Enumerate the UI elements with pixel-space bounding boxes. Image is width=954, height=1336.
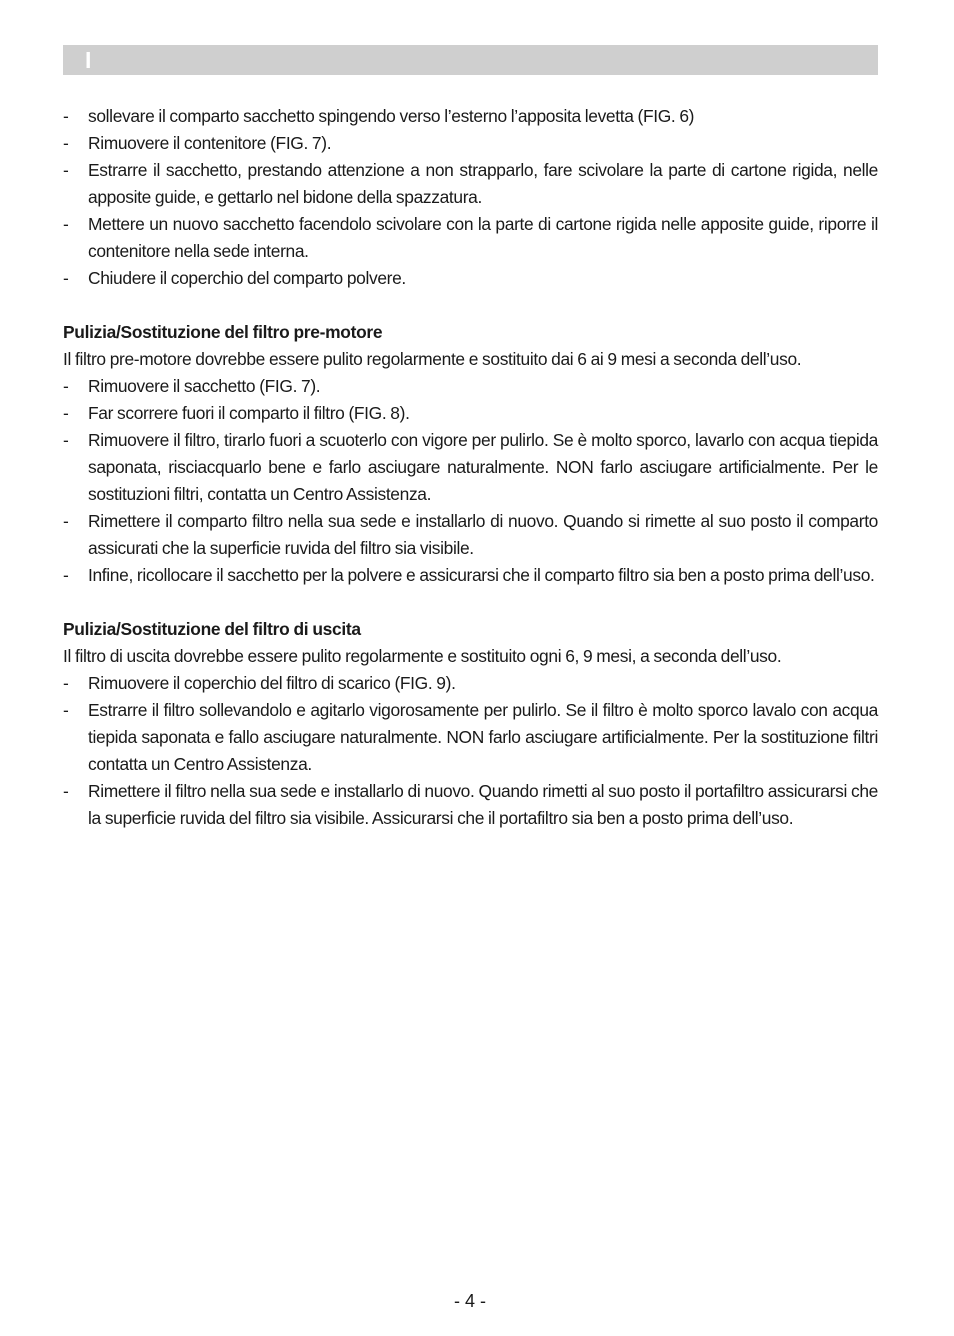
list-item: - Estrarre il sacchetto, prestando attenzione a non strapparlo, fare scivolare la parte di cartone rigida, nelle apposite guide, e gettarlo nel bidone della spazzatura. <box>63 157 878 211</box>
list-item: - Rimuovere il sacchetto (FIG. 7). <box>63 373 878 400</box>
list-item: - Rimuovere il coperchio del filtro di scarico (FIG. 9). <box>63 670 878 697</box>
list-item: - Rimettere il comparto filtro nella sua sede e installarlo di nuovo. Quando si rimette al suo posto il comparto assicurati che la superficie ruvida del filtro sia visibile. <box>63 508 878 562</box>
language-code: I <box>85 47 92 73</box>
bag-replacement-steps <box>63 103 878 292</box>
list-item: - Estrarre il filtro sollevandolo e agitarlo vigorosamente per pulirlo. Se il filtro è molto sporco lavalo con acqua tiepida saponata e fallo asciugare naturalmente. NON farlo asciugare artificialmente. Per la sostituzione filtri contatta un Centro Assistenza. <box>63 697 878 778</box>
exhaust-filter-steps <box>63 670 878 832</box>
list-item: - Rimuovere il filtro, tirarlo fuori a scuoterlo con vigore per pulirlo. Se è molto sporco, lavarlo con acqua tiepida saponata, risciacquarlo bene e farlo asciugare naturalmente. NON farlo asciugare artificialmente. Per le sostituzioni filtri, contatta un Centro Assistenza. <box>63 427 878 508</box>
section-heading-exhaust-filter: Pulizia/Sostituzione del filtro di uscita <box>63 619 361 639</box>
list-item: - Rimettere il filtro nella sua sede e installarlo di nuovo. Quando rimetti al suo posto il portafiltro assicurarsi che la superficie ruvida del filtro sia visibile. Assicurarsi che il portafiltro sia ben a posto prima dell’uso. <box>63 778 878 832</box>
section-intro-exhaust-filter: Il filtro di uscita dovrebbe essere pulito regolarmente e sostituito ogni 6, 9 mesi, a seconda dell’uso. <box>63 646 782 666</box>
section-heading-pre-motor-filter: Pulizia/Sostituzione del filtro pre-motore <box>63 322 383 342</box>
page-number: - 4 - <box>453 1291 486 1311</box>
language-header-bar <box>63 45 878 75</box>
list-item: - Rimuovere il contenitore (FIG. 7). <box>63 130 878 157</box>
list-item: - Infine, ricollocare il sacchetto per la polvere e assicurarsi che il comparto filtro sia ben a posto prima dell’uso. <box>63 562 878 589</box>
list-item: - sollevare il comparto sacchetto spingendo verso l’esterno l’apposita levetta (FIG. 6) <box>63 103 878 130</box>
list-item: - Far scorrere fuori il comparto il filtro (FIG. 8). <box>63 400 878 427</box>
list-item: - Chiudere il coperchio del comparto polvere. <box>63 265 878 292</box>
list-item: - Mettere un nuovo sacchetto facendolo scivolare con la parte di cartone rigida nelle apposite guide, riporre il contenitore nella sede interna. <box>63 211 878 265</box>
section-intro-pre-motor-filter: Il filtro pre-motore dovrebbe essere pulito regolarmente e sostituito dai 6 ai 9 mesi a seconda dell’uso. <box>63 349 802 369</box>
pre-motor-filter-steps <box>63 373 878 589</box>
manual-body <box>63 103 878 832</box>
